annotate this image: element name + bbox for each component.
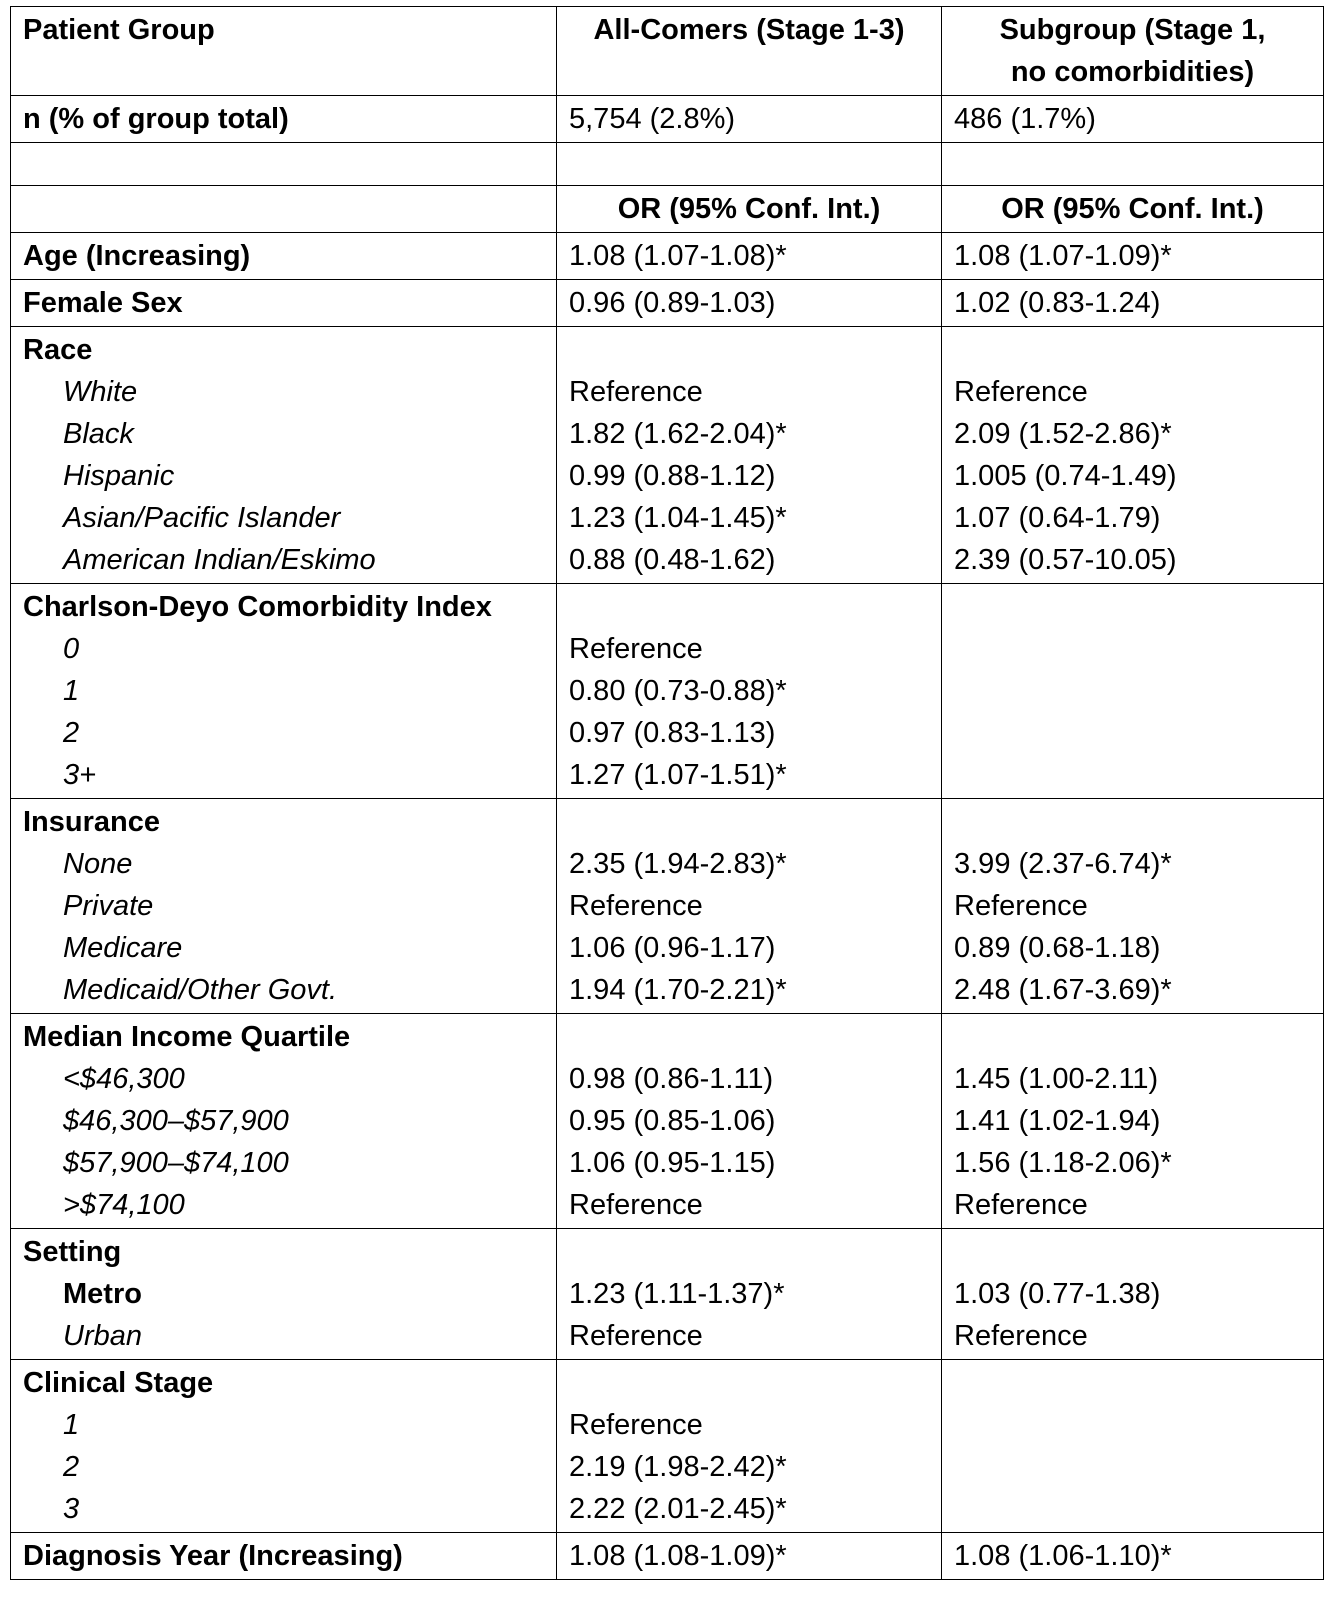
- subgroup-value: 1.03 (0.77-1.38): [954, 1278, 1161, 1310]
- all-comers-values: [557, 799, 942, 1014]
- subgroup-value: 2.09 (1.52-2.86)*: [954, 418, 1172, 450]
- subgroup-value: Reference: [954, 376, 1088, 408]
- subgroup-value: [954, 670, 1311, 712]
- n-row: [11, 96, 1324, 143]
- section-title-spacer: [954, 329, 1311, 371]
- category-label: Private: [63, 890, 154, 922]
- category-label: 0: [63, 633, 80, 665]
- section-title-spacer: [569, 1016, 929, 1058]
- category-label: 3: [63, 1493, 80, 1525]
- subgroup-value: [954, 1404, 1311, 1446]
- section-title-spacer: [954, 1231, 1311, 1273]
- spacer-row: [11, 143, 1324, 186]
- subgroup-value: 1.005 (0.74-1.49): [954, 460, 1177, 492]
- section-title-spacer: [569, 1231, 929, 1273]
- all-comers-value: 1.08 (1.07-1.08)*: [557, 233, 942, 280]
- category-label: Metro: [63, 1278, 142, 1310]
- all-comers-value: 1.06 (0.96-1.17): [569, 932, 776, 964]
- all-comers-value: 2.35 (1.94-2.83)*: [569, 848, 787, 880]
- category-label: $57,900–$74,100: [63, 1147, 289, 1179]
- category-label: Asian/Pacific Islander: [63, 502, 341, 534]
- all-comers-value: Reference: [569, 1189, 703, 1221]
- subgroup-value: 2.39 (0.57-10.05): [954, 544, 1177, 576]
- category-label: Urban: [63, 1320, 142, 1352]
- all-comers-values: [557, 1229, 942, 1360]
- section-title: Median Income Quartile: [23, 1021, 351, 1053]
- subgroup-value: Reference: [954, 890, 1088, 922]
- category-label: 3+: [63, 759, 97, 791]
- category-label: Hispanic: [63, 460, 175, 492]
- section-title-spacer: [569, 329, 929, 371]
- category-label: 1: [63, 1409, 80, 1441]
- all-comers-value: 0.95 (0.85-1.06): [569, 1105, 776, 1137]
- spacer-cell: [11, 143, 557, 186]
- variable-row: [11, 1533, 1324, 1580]
- section-labels: [11, 1014, 557, 1229]
- section-title: Clinical Stage: [23, 1367, 214, 1399]
- or-header-subgroup: OR (95% Conf. Int.): [942, 186, 1324, 233]
- section-row: [11, 584, 1324, 799]
- section-labels: [11, 1229, 557, 1360]
- all-comers-value: 0.99 (0.88-1.12): [569, 460, 776, 492]
- or-header-row: [11, 186, 1324, 233]
- all-comers-value: 1.94 (1.70-2.21)*: [569, 974, 787, 1006]
- all-comers-value: Reference: [569, 890, 703, 922]
- subgroup-value: [954, 628, 1311, 670]
- section-labels: [11, 327, 557, 584]
- all-comers-value: 1.06 (0.95-1.15): [569, 1147, 776, 1179]
- all-comers-value: Reference: [569, 1320, 703, 1352]
- subgroup-values: [942, 327, 1324, 584]
- subgroup-value: 1.56 (1.18-2.06)*: [954, 1147, 1172, 1179]
- subgroup-value: 3.99 (2.37-6.74)*: [954, 848, 1172, 880]
- subgroup-value: 2.48 (1.67-3.69)*: [954, 974, 1172, 1006]
- section-labels: [11, 799, 557, 1014]
- subgroup-value: [954, 1488, 1311, 1530]
- subgroup-value: 1.02 (0.83-1.24): [942, 280, 1324, 327]
- category-label: 2: [63, 717, 80, 749]
- n-row-subgroup: 486 (1.7%): [942, 96, 1324, 143]
- all-comers-values: [557, 584, 942, 799]
- section-title-spacer: [954, 586, 1311, 628]
- subgroup-values: [942, 1360, 1324, 1533]
- spacer-cell: [942, 143, 1324, 186]
- subgroup-value: [954, 754, 1311, 796]
- all-comers-value: 2.19 (1.98-2.42)*: [569, 1451, 787, 1483]
- category-label: >$74,100: [63, 1189, 185, 1221]
- header-row: [11, 7, 1324, 96]
- section-title-spacer: [954, 1362, 1311, 1404]
- section-row: [11, 1014, 1324, 1229]
- odds-ratio-table-container: [10, 6, 1324, 1580]
- n-row-all-comers: 5,754 (2.8%): [557, 96, 942, 143]
- subgroup-value: [954, 1446, 1311, 1488]
- section-title: Insurance: [23, 806, 160, 838]
- category-label: Black: [63, 418, 134, 450]
- subgroup-value: Reference: [954, 1189, 1088, 1221]
- category-label: Medicare: [63, 932, 183, 964]
- subgroup-values: [942, 799, 1324, 1014]
- section-labels: [11, 1360, 557, 1533]
- category-label: $46,300–$57,900: [63, 1105, 289, 1137]
- header-subgroup-line1: Subgroup (Stage 1,: [999, 14, 1266, 46]
- all-comers-values: [557, 1360, 942, 1533]
- subgroup-value: 1.41 (1.02-1.94): [954, 1105, 1161, 1137]
- all-comers-value: 0.98 (0.86-1.11): [569, 1063, 774, 1095]
- section-title: Race: [23, 334, 93, 366]
- variable-label: Diagnosis Year (Increasing): [11, 1533, 557, 1580]
- header-patient-group: Patient Group: [11, 7, 557, 96]
- section-title: Charlson-Deyo Comorbidity Index: [23, 591, 492, 623]
- all-comers-value: 1.23 (1.11-1.37)*: [569, 1278, 785, 1310]
- section-title-spacer: [954, 1016, 1311, 1058]
- category-label: 2: [63, 1451, 80, 1483]
- section-labels: [11, 584, 557, 799]
- or-header-all-comers: OR (95% Conf. Int.): [557, 186, 942, 233]
- subgroup-value: Reference: [954, 1320, 1088, 1352]
- category-label: White: [63, 376, 138, 408]
- subgroup-value: [954, 712, 1311, 754]
- subgroup-value: 1.08 (1.06-1.10)*: [942, 1533, 1324, 1580]
- section-row: [11, 1360, 1324, 1533]
- variable-row: [11, 233, 1324, 280]
- all-comers-value: 2.22 (2.01-2.45)*: [569, 1493, 787, 1525]
- header-all-comers: All-Comers (Stage 1-3): [557, 7, 942, 96]
- section-title-spacer: [569, 801, 929, 843]
- all-comers-values: [557, 327, 942, 584]
- category-label: 1: [63, 675, 80, 707]
- all-comers-value: 1.82 (1.62-2.04)*: [569, 418, 787, 450]
- header-subgroup: [942, 7, 1324, 96]
- category-label: Medicaid/Other Govt.: [63, 974, 337, 1006]
- category-label: American Indian/Eskimo: [63, 544, 376, 576]
- category-label: <$46,300: [63, 1063, 185, 1095]
- subgroup-value: 1.45 (1.00-2.11): [954, 1063, 1159, 1095]
- variable-label: Age (Increasing): [11, 233, 557, 280]
- subgroup-value: 1.08 (1.07-1.09)*: [942, 233, 1324, 280]
- all-comers-value: 0.80 (0.73-0.88)*: [569, 675, 787, 707]
- section-row: [11, 1229, 1324, 1360]
- category-label: None: [63, 848, 133, 880]
- all-comers-value: 1.27 (1.07-1.51)*: [569, 759, 787, 791]
- section-title: Setting: [23, 1236, 122, 1268]
- all-comers-value: 0.96 (0.89-1.03): [557, 280, 942, 327]
- table-body: [11, 7, 1324, 1580]
- section-title-spacer: [954, 801, 1311, 843]
- all-comers-value: 0.97 (0.83-1.13): [569, 717, 776, 749]
- header-subgroup-line2: no comorbidities): [1010, 56, 1255, 88]
- subgroup-values: [942, 1014, 1324, 1229]
- variable-row: [11, 280, 1324, 327]
- section-title-spacer: [569, 1362, 929, 1404]
- or-header-empty: [11, 186, 557, 233]
- all-comers-values: [557, 1014, 942, 1229]
- all-comers-value: 1.23 (1.04-1.45)*: [569, 502, 787, 534]
- all-comers-value: Reference: [569, 1409, 703, 1441]
- all-comers-value: Reference: [569, 633, 703, 665]
- subgroup-values: [942, 1229, 1324, 1360]
- all-comers-value: 0.88 (0.48-1.62): [569, 544, 776, 576]
- subgroup-values: [942, 584, 1324, 799]
- spacer-cell: [557, 143, 942, 186]
- subgroup-value: 0.89 (0.68-1.18): [954, 932, 1161, 964]
- n-row-label: n (% of group total): [11, 96, 557, 143]
- all-comers-value: 1.08 (1.08-1.09)*: [557, 1533, 942, 1580]
- variable-label: Female Sex: [11, 280, 557, 327]
- odds-ratio-table: [10, 6, 1324, 1580]
- section-row: [11, 799, 1324, 1014]
- subgroup-value: 1.07 (0.64-1.79): [954, 502, 1161, 534]
- all-comers-value: Reference: [569, 376, 703, 408]
- section-row: [11, 327, 1324, 584]
- section-title-spacer: [569, 586, 929, 628]
